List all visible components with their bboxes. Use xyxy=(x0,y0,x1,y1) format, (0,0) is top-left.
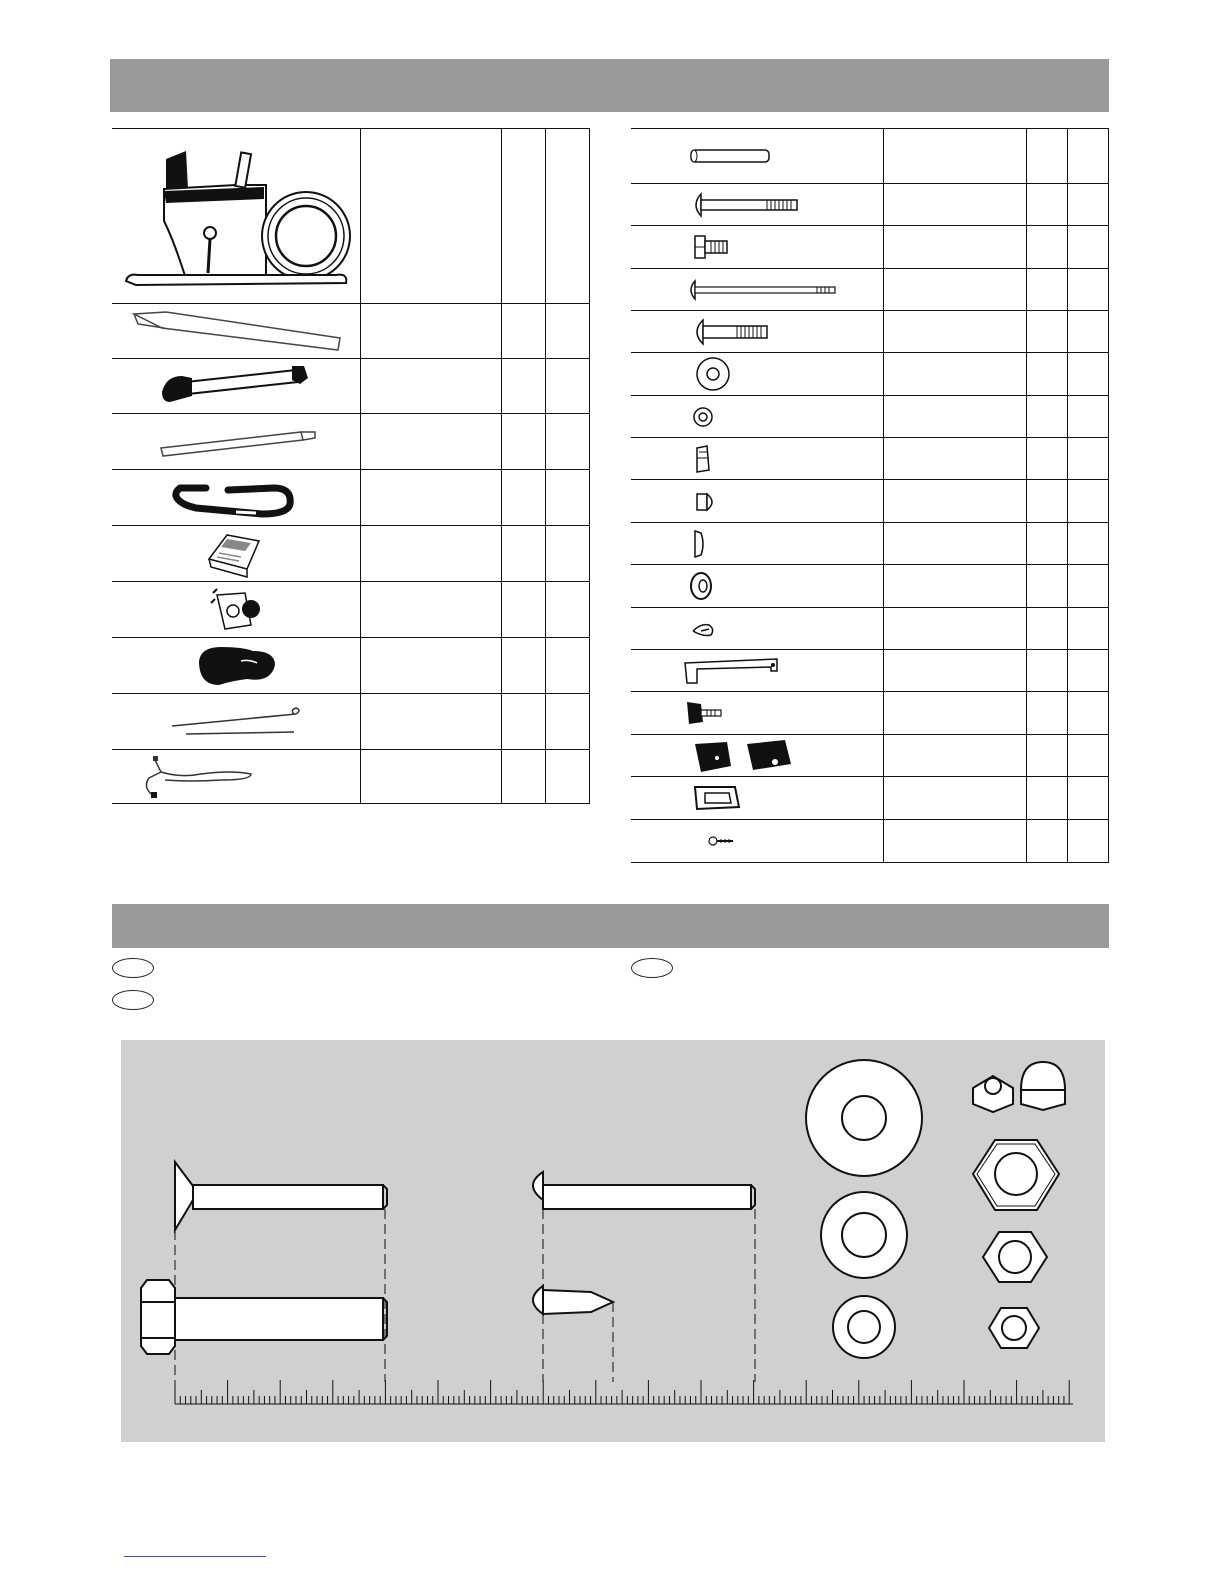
hex-nut-large-icon xyxy=(973,1140,1059,1210)
table-row xyxy=(631,184,1109,226)
measuring-ruler xyxy=(175,1380,1073,1404)
hardware-ruler-panel xyxy=(121,1040,1105,1442)
computer-icon xyxy=(201,529,271,579)
table-row xyxy=(631,269,1109,311)
table-row xyxy=(112,304,590,359)
language-note-oval xyxy=(112,958,154,978)
round-head-screw-icon xyxy=(533,1172,755,1209)
language-note-oval xyxy=(112,990,154,1010)
parts-list-header-bar xyxy=(110,59,1109,112)
table-row xyxy=(631,353,1109,396)
table-row xyxy=(112,694,590,750)
table-row xyxy=(112,470,590,526)
flat-washer-small-icon xyxy=(833,1296,895,1358)
cap-nut-icon xyxy=(657,486,857,516)
countersunk-bolt-icon xyxy=(175,1162,387,1230)
table-row xyxy=(112,359,590,414)
curved-washer-icon xyxy=(657,527,857,561)
table-row xyxy=(631,692,1109,735)
table-row xyxy=(631,608,1109,650)
long-bolt-icon xyxy=(657,275,857,305)
language-note-oval xyxy=(631,958,673,978)
table-row xyxy=(112,750,590,804)
sensor-cable-icon xyxy=(121,752,351,802)
table-row xyxy=(112,582,590,638)
table-row xyxy=(631,438,1109,480)
table-row xyxy=(112,129,590,304)
knob-screw-icon xyxy=(657,696,857,730)
parts-table-left xyxy=(112,128,590,804)
acorn-nut-icon xyxy=(1021,1062,1065,1110)
table-row xyxy=(631,311,1109,353)
flat-washer-large-icon xyxy=(806,1060,922,1176)
saddle-icon xyxy=(191,641,281,691)
rear-stabilizer-icon xyxy=(126,306,346,356)
seat-post-icon xyxy=(151,422,321,462)
end-cap-icon xyxy=(657,781,857,815)
nylon-lock-nut-icon xyxy=(973,1076,1013,1112)
bike-frame-icon xyxy=(116,141,356,291)
carriage-bolt-icon xyxy=(657,190,857,220)
hex-nut-small-icon xyxy=(989,1308,1039,1348)
spacer-tube-icon xyxy=(657,141,857,171)
tapping-screw-icon xyxy=(533,1286,613,1314)
spring-washer-icon xyxy=(657,569,857,603)
table-row xyxy=(112,526,590,582)
front-stabilizer-icon xyxy=(156,362,316,410)
table-row xyxy=(112,414,590,470)
table-row xyxy=(631,523,1109,565)
tension-knob-icon xyxy=(201,585,271,635)
small-washer-icon xyxy=(657,402,857,432)
table-row xyxy=(631,820,1109,863)
table-row xyxy=(631,650,1109,692)
hardware-ruler-drawing xyxy=(121,1040,1105,1442)
parts-table-right xyxy=(631,128,1109,863)
tension-cable-icon xyxy=(166,702,306,742)
table-row xyxy=(631,226,1109,269)
table-row xyxy=(631,129,1109,184)
table-row xyxy=(631,480,1109,523)
hardware-header-bar xyxy=(112,904,1109,948)
hex-bolt-icon xyxy=(141,1280,387,1354)
lock-nut-icon xyxy=(657,442,857,476)
hex-nut-medium-icon xyxy=(983,1232,1047,1282)
handlebar-icon xyxy=(166,476,306,520)
table-row xyxy=(631,396,1109,438)
table-row xyxy=(631,565,1109,608)
table-row xyxy=(631,777,1109,820)
large-washer-icon xyxy=(657,355,857,393)
bracket-icon xyxy=(657,653,857,689)
flat-washer-medium-icon xyxy=(821,1192,907,1278)
table-row xyxy=(112,638,590,694)
pedal-strap-icon xyxy=(657,736,857,776)
footer-line xyxy=(124,1556,266,1557)
cotter-pin-icon xyxy=(657,617,857,641)
small-screw-icon xyxy=(657,829,857,853)
hex-bolt-icon xyxy=(657,232,857,262)
table-row xyxy=(631,735,1109,777)
carriage-bolt-short-icon xyxy=(657,316,857,348)
